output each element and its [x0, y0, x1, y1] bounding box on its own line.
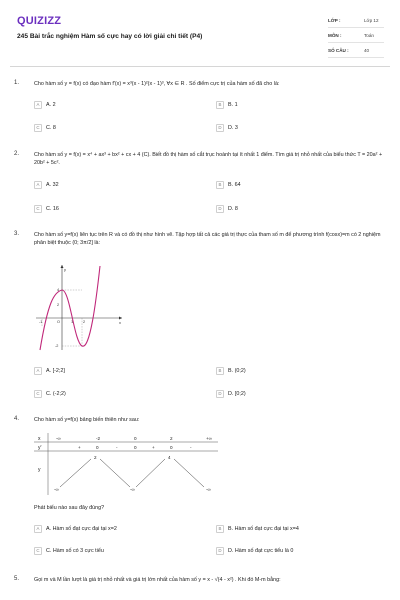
option-letter-box: A [34, 367, 42, 375]
option-d[interactable] [216, 547, 293, 555]
option-b[interactable] [216, 525, 299, 533]
y-tick-label: -2 [55, 344, 59, 348]
option-letter-box: B [216, 101, 224, 109]
meta-key: MÔN : [328, 32, 342, 38]
variation-arrow [136, 459, 165, 487]
option-text: D. [0;2) [228, 391, 246, 397]
question-text: Cho hàm số y = f(x) = x⁴ + ax³ + bx² + cx + 4 (C). Biết đồ thị hàm số cắt trục hoành tại ít nhất 1 điểm. Tìm giá trị nhỏ nhất của biểu thức T = 20a² + 20b² + 5c². [34, 152, 383, 166]
header-divider [10, 66, 390, 67]
y-value: 4 [168, 455, 171, 460]
option-letter-box: D [216, 205, 224, 213]
option-text: D. 8 [228, 206, 238, 212]
option-letter-box: A [34, 525, 42, 533]
option-b[interactable] [216, 367, 246, 375]
option-letter-box: D [216, 390, 224, 398]
y-axis-label: y [64, 267, 66, 272]
x-value: -2 [96, 436, 101, 441]
question-number: 5. [14, 576, 20, 582]
option-letter-box: B [216, 181, 224, 189]
variation-table [34, 433, 218, 495]
row-label: x [38, 436, 41, 442]
option-letter-box: B [216, 525, 224, 533]
option-a[interactable] [34, 525, 117, 533]
option-text: B. (0;2) [228, 368, 246, 374]
option-text: B. 64 [228, 182, 241, 188]
option-letter-box: A [34, 101, 42, 109]
meta-panel [328, 13, 384, 58]
question-2 [14, 151, 390, 217]
option-text: C. 8 [46, 125, 56, 131]
x-axis-label: x [119, 320, 121, 325]
option-letter-box: A [34, 181, 42, 189]
meta-value: 40 [364, 47, 370, 53]
row-label: y' [38, 445, 42, 451]
y-tick-label: 2 [57, 303, 60, 307]
meta-row-class [328, 13, 384, 28]
meta-value: Lớp 12 [364, 17, 379, 23]
option-a[interactable] [34, 181, 59, 189]
question-text: Gọi m và M lần lượt là giá trị nhỏ nhất và giá trị lớn nhất của hàm số y = x - √(4 - x²) . Khi đó M-m bằng: [34, 577, 281, 583]
x-value: -∞ [56, 436, 61, 441]
option-letter-box: C [34, 390, 42, 398]
option-b[interactable] [216, 101, 238, 109]
meta-row-subject [328, 28, 384, 43]
question-5 [14, 576, 390, 596]
option-text: C. Hàm số có 3 cực tiểu [46, 548, 104, 554]
row-label: y [38, 467, 41, 473]
x-value: 2 [170, 436, 173, 441]
option-text: B. 1 [228, 102, 238, 108]
option-a[interactable] [34, 101, 56, 109]
sign: - [116, 445, 118, 450]
option-text: A. Hàm số đạt cực đại tại x=2 [46, 526, 117, 532]
option-c[interactable] [34, 390, 66, 398]
sign: + [152, 445, 155, 450]
logo: QUIZIZZ [17, 15, 62, 27]
variation-arrow [100, 459, 130, 487]
x-tick-label: 2 [83, 320, 86, 324]
option-letter-box: C [34, 547, 42, 555]
sign: 0 [170, 445, 173, 450]
option-c[interactable] [34, 124, 56, 132]
option-d[interactable] [216, 205, 238, 213]
option-c[interactable] [34, 547, 104, 555]
option-letter-box: C [34, 205, 42, 213]
meta-key: SỐ CÂU : [328, 47, 349, 53]
question-1 [14, 80, 390, 140]
sign: - [190, 445, 192, 450]
option-text: A. 32 [46, 182, 59, 188]
option-text: A. 2 [46, 102, 56, 108]
option-text: A. [-2;2] [46, 368, 65, 374]
option-letter-box: D [216, 547, 224, 555]
function-graph [34, 262, 124, 352]
y-value: -∞ [130, 487, 135, 492]
variation-arrow [174, 459, 204, 487]
y-value: -∞ [54, 487, 59, 492]
option-d[interactable] [216, 390, 246, 398]
x-tick-label: O [57, 320, 60, 324]
x-tick-label: -1 [39, 320, 43, 324]
question-text: Cho hàm số y = f(x) có đạo hàm f'(x) = x³(x - 1)²(x - 1)³, ∀x ∈ R . Số điểm cực trị của hàm số đã cho là: [34, 81, 280, 87]
question-text: Cho hàm số y=f(x) liên tục trên R và có đồ thị như hình vẽ. Tập hợp tất cả các giá trị thực của tham số m để phương trình f(cosx)=m có 2 nghiệm phân biệt thuộc (0; 3π/2] là: [34, 232, 381, 246]
y-value: 2 [94, 455, 97, 460]
option-text: C. (-2;2) [46, 391, 66, 397]
option-a[interactable] [34, 367, 65, 375]
option-letter-box: D [216, 124, 224, 132]
y-value: -∞ [206, 487, 211, 492]
question-prompt: Phát biểu nào sau đây đúng? [34, 505, 105, 511]
option-text: D. 3 [228, 125, 238, 131]
function-curve [40, 266, 100, 350]
x-value: +∞ [206, 436, 212, 441]
question-number: 3. [14, 231, 20, 237]
sign: + [78, 445, 81, 450]
question-number: 1. [14, 80, 20, 86]
option-d[interactable] [216, 124, 238, 132]
y-tick-label: 4 [57, 288, 60, 292]
option-c[interactable] [34, 205, 59, 213]
document-title: 245 Bài trắc nghiệm Hàm số cực hay có lời giải chi tiết (P4) [17, 33, 203, 40]
option-text: B. Hàm số đạt cực đại tại x=4 [228, 526, 299, 532]
option-letter-box: C [34, 124, 42, 132]
meta-row-count [328, 43, 384, 58]
x-tick-label: 1 [71, 320, 74, 324]
sign: 0 [134, 445, 137, 450]
option-letter-box: B [216, 367, 224, 375]
x-value: 0 [134, 436, 137, 441]
meta-key: LỚP : [328, 17, 341, 23]
meta-value: Toán [364, 32, 374, 38]
question-number: 2. [14, 151, 20, 157]
question-number: 4. [14, 416, 20, 422]
option-text: C. 16 [46, 206, 59, 212]
variation-arrow [60, 459, 91, 487]
option-text: D. Hàm số đạt cực tiểu là 0 [228, 548, 294, 554]
sign: 0 [96, 445, 99, 450]
option-b[interactable] [216, 181, 241, 189]
question-text: Cho hàm số y=f(x) bảng biến thiên như sau: [34, 417, 140, 423]
